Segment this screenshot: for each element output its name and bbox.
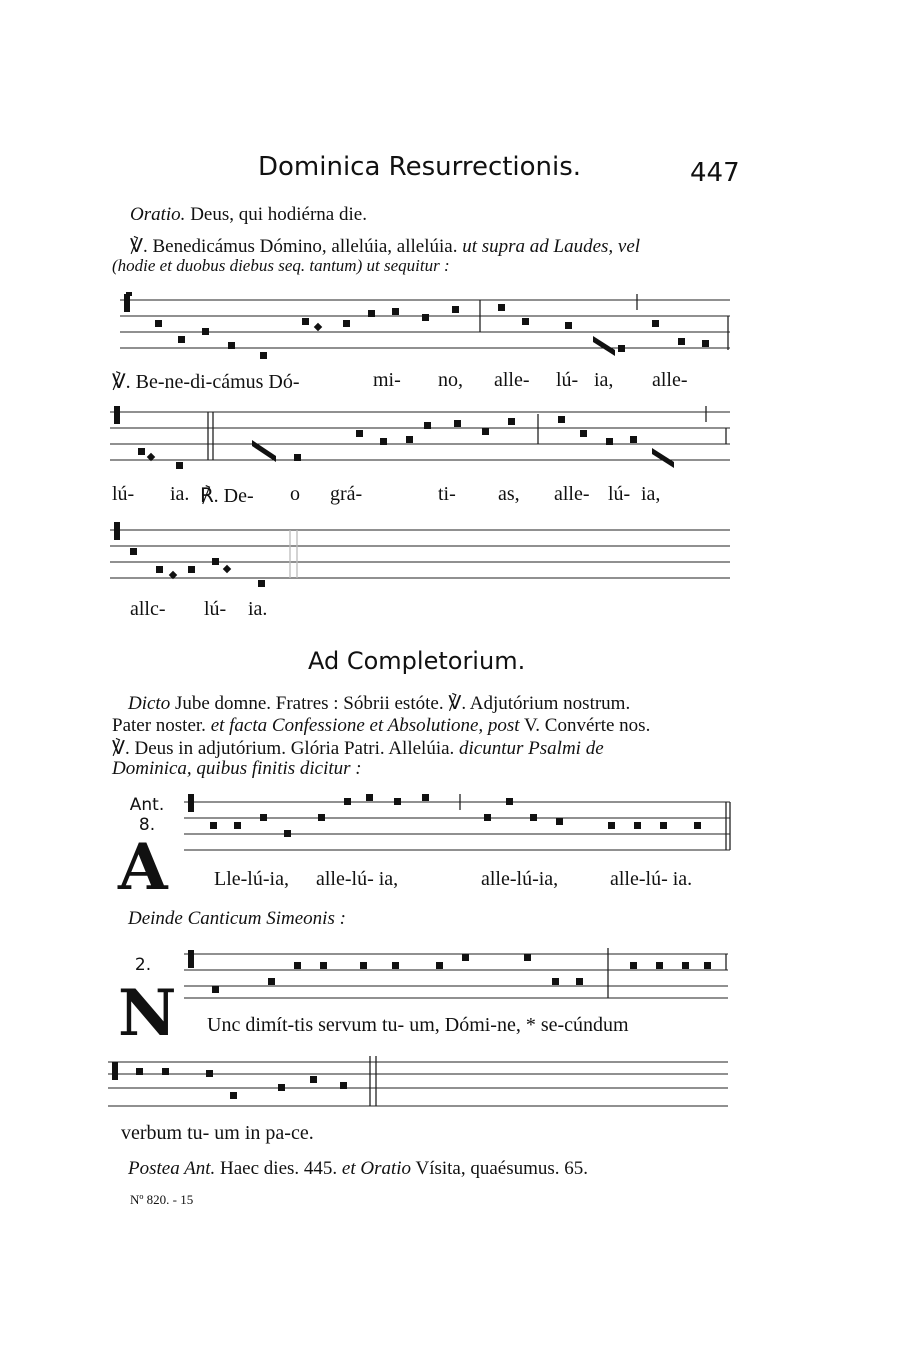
lyric-2-10: ia, (641, 483, 661, 505)
completorium-line1-italic: Dicto (128, 693, 171, 714)
footer-signature: Nº 820. - 15 (130, 1192, 194, 1207)
page-title: Dominica Resurrectionis. (258, 152, 582, 182)
lyric-1-3: no, (438, 369, 463, 391)
lyric-2-2: ia. (170, 483, 190, 505)
postea-italic-a: Postea Ant. (128, 1158, 216, 1179)
lyric-3-2: lú- (204, 598, 227, 620)
lyric-2-1: lú- (112, 483, 135, 505)
staff-canticle-2 (108, 1052, 734, 1112)
oratio-text: Deus, qui hodiérna die. (190, 204, 367, 225)
lyric-1-4: alle- (494, 369, 530, 391)
canticle-heading: Deinde Canticum Simeonis : (128, 908, 346, 929)
lyric-2-9: lú- (608, 483, 631, 505)
postea-main-a: Haec dies. 445. (220, 1158, 338, 1179)
section-title-completorium: Ad Completorium. (308, 647, 526, 675)
completorium-line2-italic: et facta Confessione et Absolutione, post (210, 715, 520, 736)
antiphon-initial: A (118, 830, 168, 905)
lyric-2-3: ℟. De- (200, 485, 254, 507)
antiphon-lyric-2: alle-lú- ia, (316, 868, 399, 890)
completorium-line2 (112, 715, 650, 737)
staff-2 (110, 402, 732, 482)
antiphon-mode (124, 795, 170, 835)
lyric-1-1: ℣. Be-ne-di-cámus Dó- (112, 371, 300, 393)
antiphon-mode-number: 8. (138, 815, 156, 835)
completorium-line3-italic: dicuntur Psalmi de (459, 738, 604, 759)
oratio-line (130, 204, 367, 226)
completorium-line3 (112, 737, 604, 760)
versicle-intro-line2: (hodie et duobus diebus seq. tantum) ut sequitur : (112, 256, 450, 275)
lyric-2-5: grá- (330, 483, 363, 505)
versicle-intro-line1 (130, 235, 640, 258)
antiphon-lyric-4: alle-lú- ia. (610, 868, 693, 890)
postea-italic-b: et Oratio (341, 1158, 412, 1179)
completorium-line1 (128, 692, 630, 715)
versicle-intro-italic: ut supra ad Laudes, vel (462, 236, 641, 257)
lyric-3-3: ia. (248, 598, 268, 620)
lyric-3-1: allc- (130, 598, 166, 620)
antiphon-lyric-3: alle-lú-ia, (481, 868, 559, 890)
staff-antiphon (184, 792, 734, 852)
lyric-2-6: ti- (438, 483, 456, 505)
staff-canticle-1 (184, 944, 734, 1004)
staff-3 (110, 520, 732, 590)
completorium-line1-main: Jube domne. Fratres : Sóbrii estóte. ℣. Adjutórium nostrum. (174, 693, 631, 714)
lyric-1-7: alle- (652, 369, 688, 391)
lyric-2-8: alle- (554, 483, 590, 505)
postea-line (128, 1158, 588, 1180)
staff-1 (110, 290, 732, 370)
canticle-initial: N (118, 976, 177, 1051)
versicle-intro-main: ℣. Benedicámus Dómino, allelúia, allelúia. (130, 236, 458, 257)
oratio-label: Oratio. (130, 204, 186, 225)
canticle-tone: 2. (134, 955, 152, 975)
canticle-lyrics-2: verbum tu- um in pa-ce. (121, 1122, 314, 1144)
lyric-1-6: ia, (594, 369, 614, 391)
lyric-1-5: lú- (556, 369, 579, 391)
postea-main-b: Vísita, quaésumus. 65. (415, 1158, 589, 1179)
antiphon-lyric-1: Lle-lú-ia, (214, 868, 289, 890)
lyric-1-2: mi- (373, 369, 401, 391)
lyric-2-4: o (290, 483, 300, 505)
antiphon-label: Ant. (129, 795, 165, 815)
completorium-line2-main-a: Pater noster. (112, 715, 206, 736)
completorium-line4: Dominica, quibus finitis dicitur : (112, 758, 362, 779)
lyric-2-7: as, (498, 483, 520, 505)
canticle-lyrics-1: Unc dimít-tis servum tu- um, Dómi-ne, * se-cúndum (207, 1014, 629, 1036)
page-number: 447 (690, 158, 740, 188)
completorium-line2-main-b: V. Convérte nos. (524, 715, 651, 736)
completorium-line3-main: ℣. Deus in adjutórium. Glória Patri. Allelúia. (112, 738, 455, 759)
